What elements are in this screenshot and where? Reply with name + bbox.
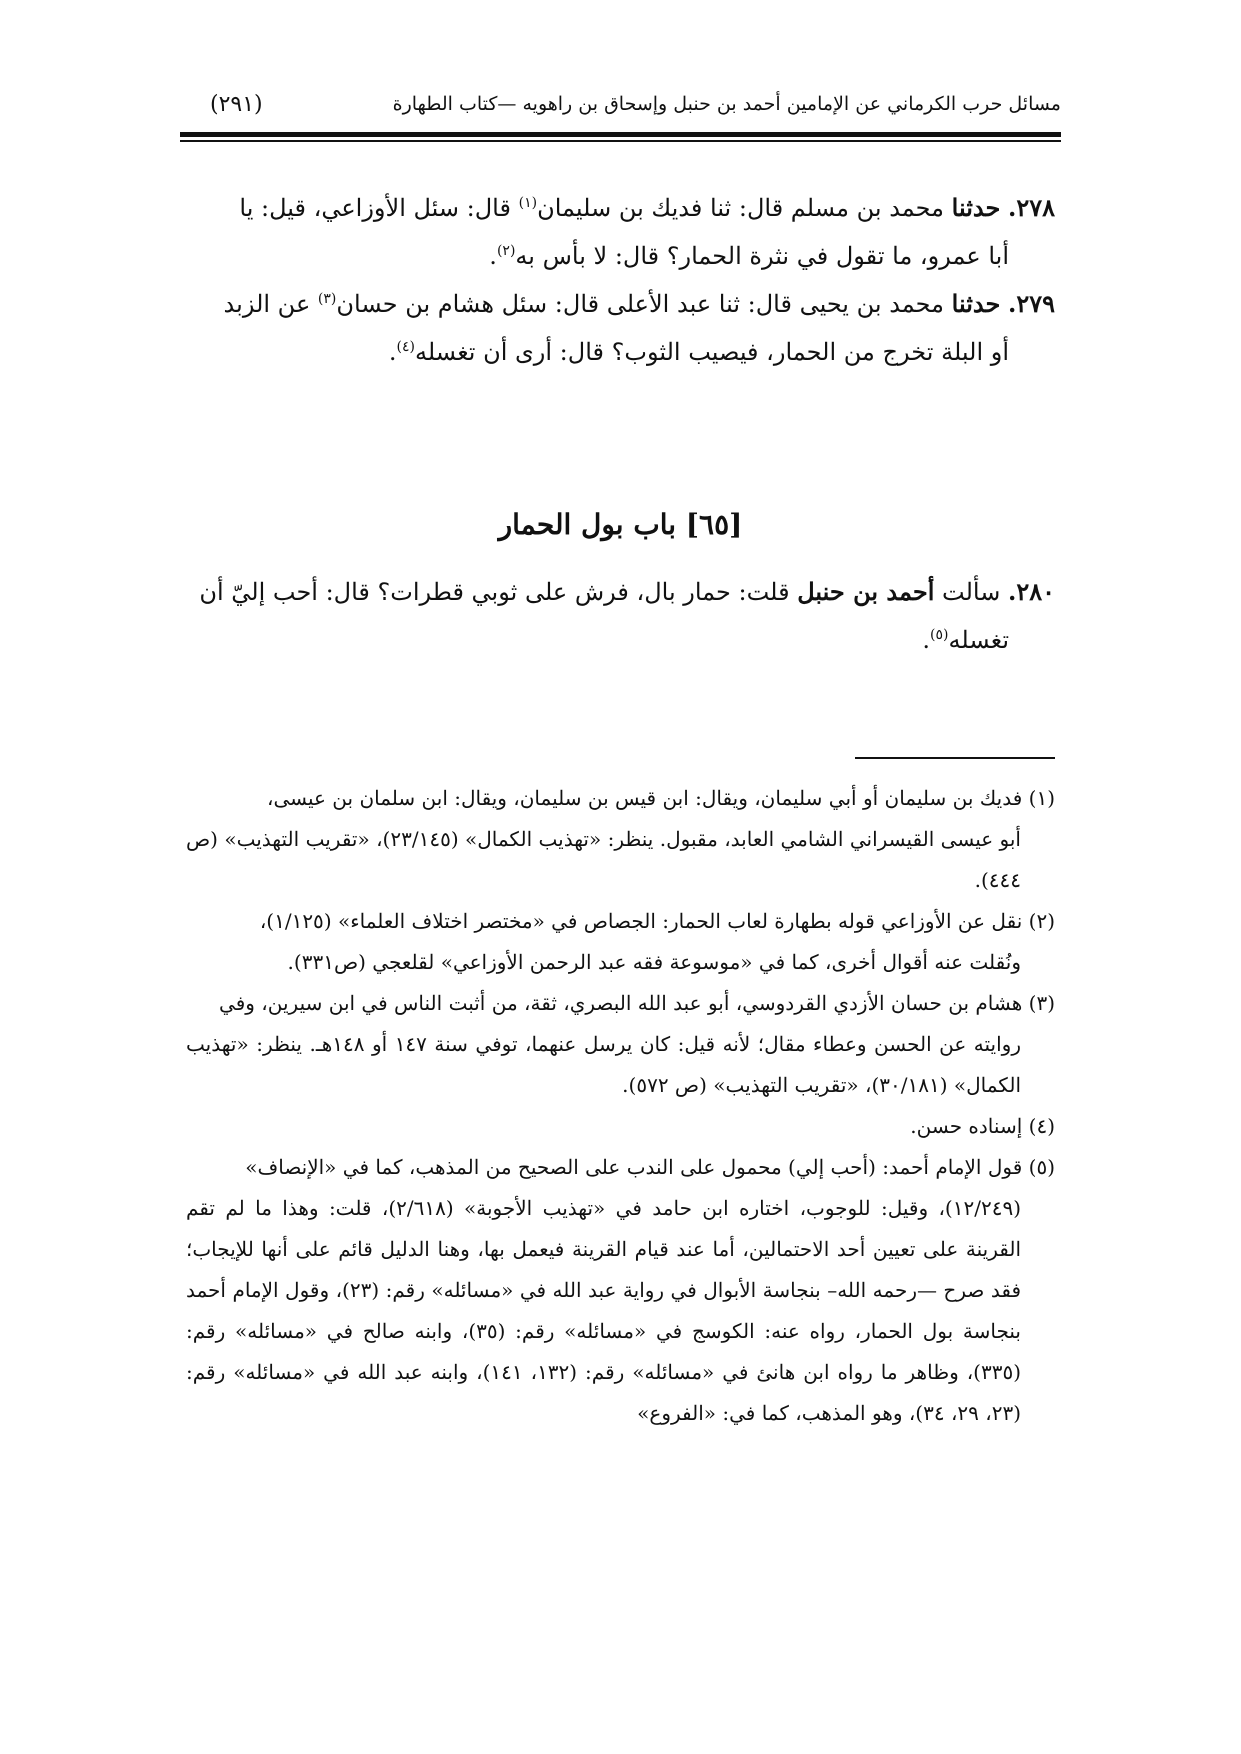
entry-number: ٢٧٨.	[1007, 193, 1055, 222]
footnote-text: روايته عن الحسن وعطاء مقال؛ لأنه قيل: كان يرسل عنهما، توفي سنة ١٤٧ أو ١٤٨هـ. ينظر: «تهذيب الكمال» (٣٠/١٨١)، «تقريب التهذيب» (ص ٥٧٢).	[186, 1032, 1021, 1097]
entry-text: قلت: حمار بال، فرش على ثوبي قطرات؟ قال: أحب إليّ أن	[199, 578, 790, 606]
entry-keyword: حدثنا	[951, 289, 1001, 318]
entry-text: عن الزبد	[223, 290, 311, 318]
footnote-text: إسناده حسن.	[910, 1114, 1023, 1138]
footnote-4	[186, 1106, 1055, 1147]
chapter-title: [٦٥] باب بول الحمار	[498, 508, 743, 541]
entry-280	[186, 568, 1055, 664]
footnote-text: ونُقلت عنه أقوال أخرى، كما في «موسوعة فقه عبد الرحمن الأوزاعي» لقلعجي (ص٣٣١).	[287, 950, 1021, 974]
footnote-number: (٢)	[1028, 909, 1055, 933]
entry-text: أو البلة تخرج من الحمار، فيصيب الثوب؟ قال: أرى أن تغسله	[414, 338, 1009, 366]
footnote-text: هشام بن حسان الأزدي القردوسي، أبو عبد الله البصري، ثقة، من أثبت الناس في ابن سيرين، وفي	[219, 991, 1023, 1015]
footnote-1	[186, 778, 1055, 901]
footnote-ref[interactable]: (٤)	[396, 339, 415, 355]
entry-keyword: حدثنا	[951, 193, 1001, 222]
footnote-5	[186, 1147, 1055, 1434]
header-rule-thin	[180, 140, 1061, 142]
footnotes	[186, 778, 1055, 1434]
footnote-number: (١)	[1028, 786, 1055, 810]
main-text-2	[186, 568, 1055, 664]
footnote-2	[186, 901, 1055, 983]
header-rule-thick	[180, 132, 1061, 137]
footnote-text: (١٢/٢٤٩)، وقيل: للوجوب، اختاره ابن حامد في «تهذيب الأجوبة» (٢/٦١٨)، قلت: وهذا ما لم تقم القرينة على تعيين أحد الاحتمالين، أما عند قيام القرينة فيعمل بها، وهنا الدليل قائم على أنها للإيجاب؛ فقد صرح —رحمه الله– بنجاسة الأبوال في رواية عبد الله في «مسائله» رقم: (٢٣)، وقول الإمام أحمد بنجاسة بول الحمار، رواه عنه: الكوسج في «مسائله» رقم: (٣٥)، وابنه صالح في «مسائله» رقم: (٣٣٥)، وظاهر ما رواه ابن هانئ في «مسائله» رقم: (١٣٢، ١٤١)، وابنه عبد الله في «مسائله» رقم: (٢٣، ٢٩، ٣٤)، وهو المذهب، كما في: «الفروع»	[186, 1196, 1022, 1425]
entry-continuation	[186, 328, 1055, 376]
entry-text: .	[922, 626, 931, 654]
main-text	[186, 184, 1055, 376]
running-header	[210, 84, 1061, 124]
entry-continuation	[186, 616, 1055, 664]
entry-keyword: أحمد بن حنبل	[797, 577, 935, 606]
entry-continuation	[186, 232, 1055, 280]
footnote-ref[interactable]: (١)	[518, 195, 538, 211]
entry-text: .	[489, 242, 497, 270]
footnote-ref[interactable]: (٣)	[317, 291, 337, 307]
entry-text: سألت	[942, 578, 1001, 606]
entry-text: أبا عمرو، ما تقول في نثرة الحمار؟ قال: لا بأس به	[515, 242, 1009, 270]
footnote-3	[186, 983, 1055, 1106]
entry-text: تغسله	[948, 626, 1009, 654]
page-number: (٢٩١)	[210, 91, 263, 117]
entry-text: محمد بن مسلم قال: ثنا فديك بن سليمان	[537, 194, 945, 222]
entry-number: ٢٨٠.	[1007, 577, 1055, 606]
footnote-ref[interactable]: (٥)	[930, 627, 949, 643]
entry-text: محمد بن يحيى قال: ثنا عبد الأعلى قال: سئل هشام بن حسان	[336, 290, 945, 318]
entry-278	[186, 184, 1055, 280]
header-title: مسائل حرب الكرماني عن الإمامين أحمد بن حنبل وإسحاق بن راهويه —كتاب الطهارة	[392, 93, 1061, 115]
entry-279	[186, 280, 1055, 376]
entry-text: قال: سئل الأوزاعي، قيل: يا	[239, 194, 511, 222]
footnote-text: أبو عيسى القيسراني الشامي العابد، مقبول. ينظر: «تهذيب الكمال» (٢٣/١٤٥)، «تقريب التهذيب» (ص ٤٤٤).	[186, 827, 1021, 892]
footnote-number: (٥)	[1028, 1155, 1055, 1179]
footnote-number: (٤)	[1028, 1114, 1055, 1138]
footnote-number: (٣)	[1028, 991, 1055, 1015]
footnote-text: فديك بن سليمان أو أبي سليمان، ويقال: ابن قيس بن سليمان، ويقال: ابن سلمان بن عيسى،	[267, 786, 1023, 810]
entry-text: .	[388, 338, 397, 366]
footnote-text: قول الإمام أحمد: (أحب إلي) محمول على الندب على الصحيح من المذهب، كما في «الإنصاف»	[245, 1155, 1023, 1179]
footnote-separator	[855, 757, 1055, 759]
entry-number: ٢٧٩.	[1007, 289, 1055, 318]
footnote-ref[interactable]: (٢)	[496, 243, 516, 259]
footnote-text: نقل عن الأوزاعي قوله بطهارة لعاب الحمار: الجصاص في «مختصر اختلاف العلماء» (١/١٢٥)،	[259, 909, 1023, 933]
